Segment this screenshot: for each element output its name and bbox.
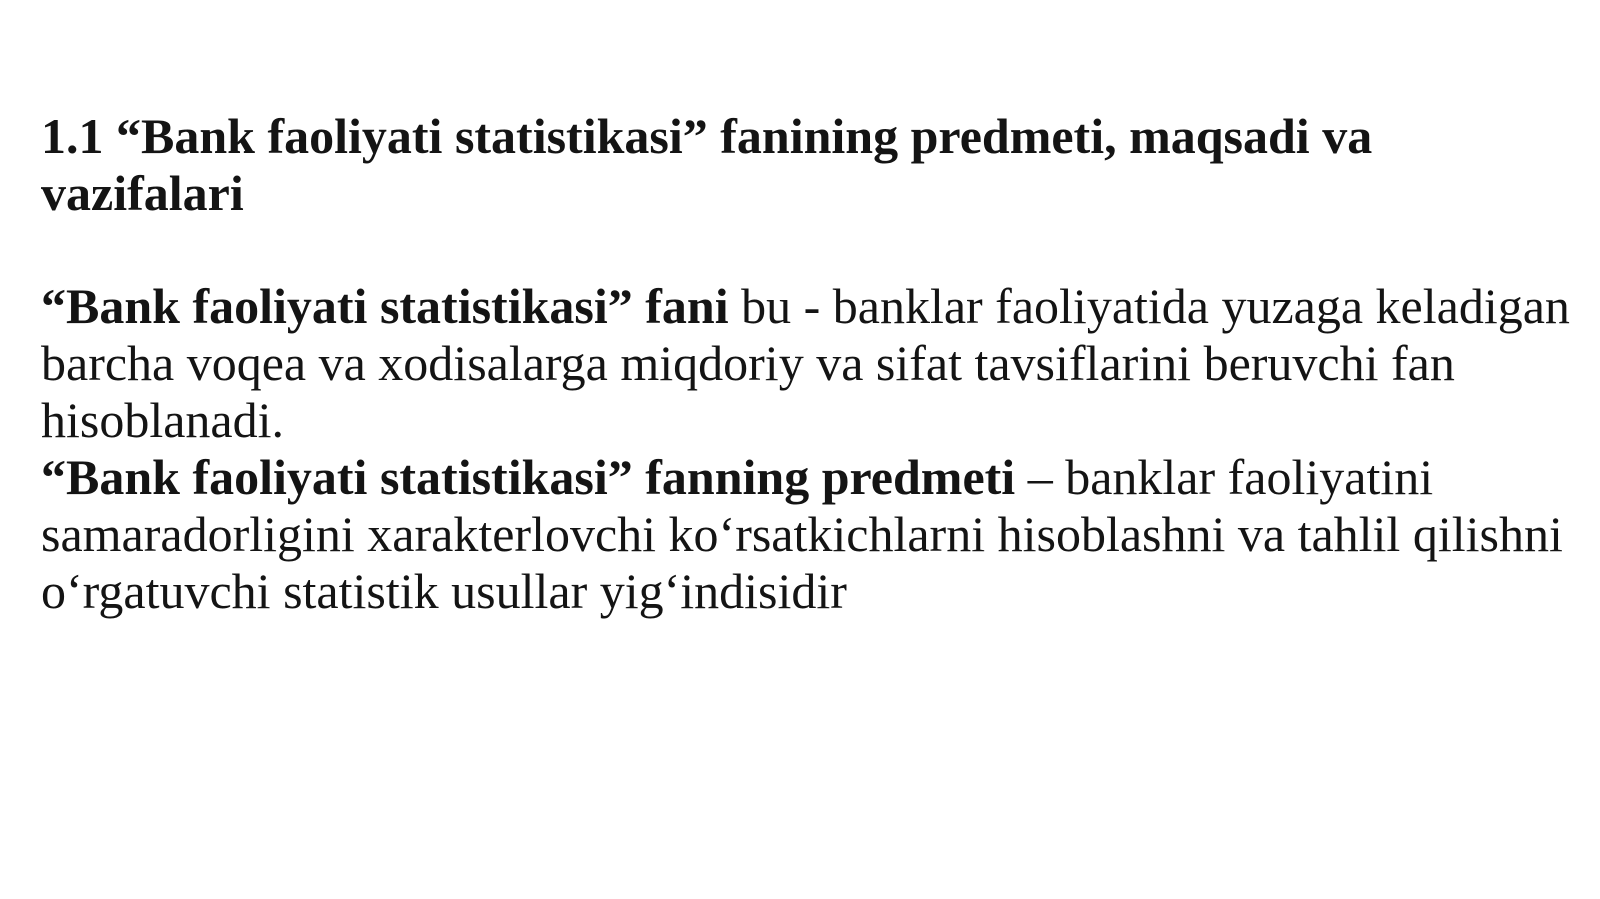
definition-term: “Bank faoliyati statistikasi” fanning predmeti: [41, 449, 1016, 505]
definition-text: – banklar faoliyatini samaradorligini xarakterlovchi ko‘rsatkichlarni hisoblashni va tahlil qilishni o‘rgatuvchi statistik usullar yig‘indisidir: [41, 449, 1563, 619]
definition-text: bu - banklar faoliyatida yuzaga keladigan barcha voqea va xodisalarga miqdoriy va sifat tavsiflarini beruvchi fan hisoblanadi.: [41, 278, 1570, 448]
slide-content: [41, 108, 1571, 620]
definitions-block: [41, 278, 1571, 620]
definition-term: “Bank faoliyati statistikasi” fani: [41, 278, 729, 334]
definition-subject: [41, 278, 1571, 449]
slide-title: 1.1 “Bank faoliyati statistikasi” fanining predmeti, maqsadi va vazifalari: [41, 108, 1373, 221]
definition-predmet: [41, 449, 1571, 620]
